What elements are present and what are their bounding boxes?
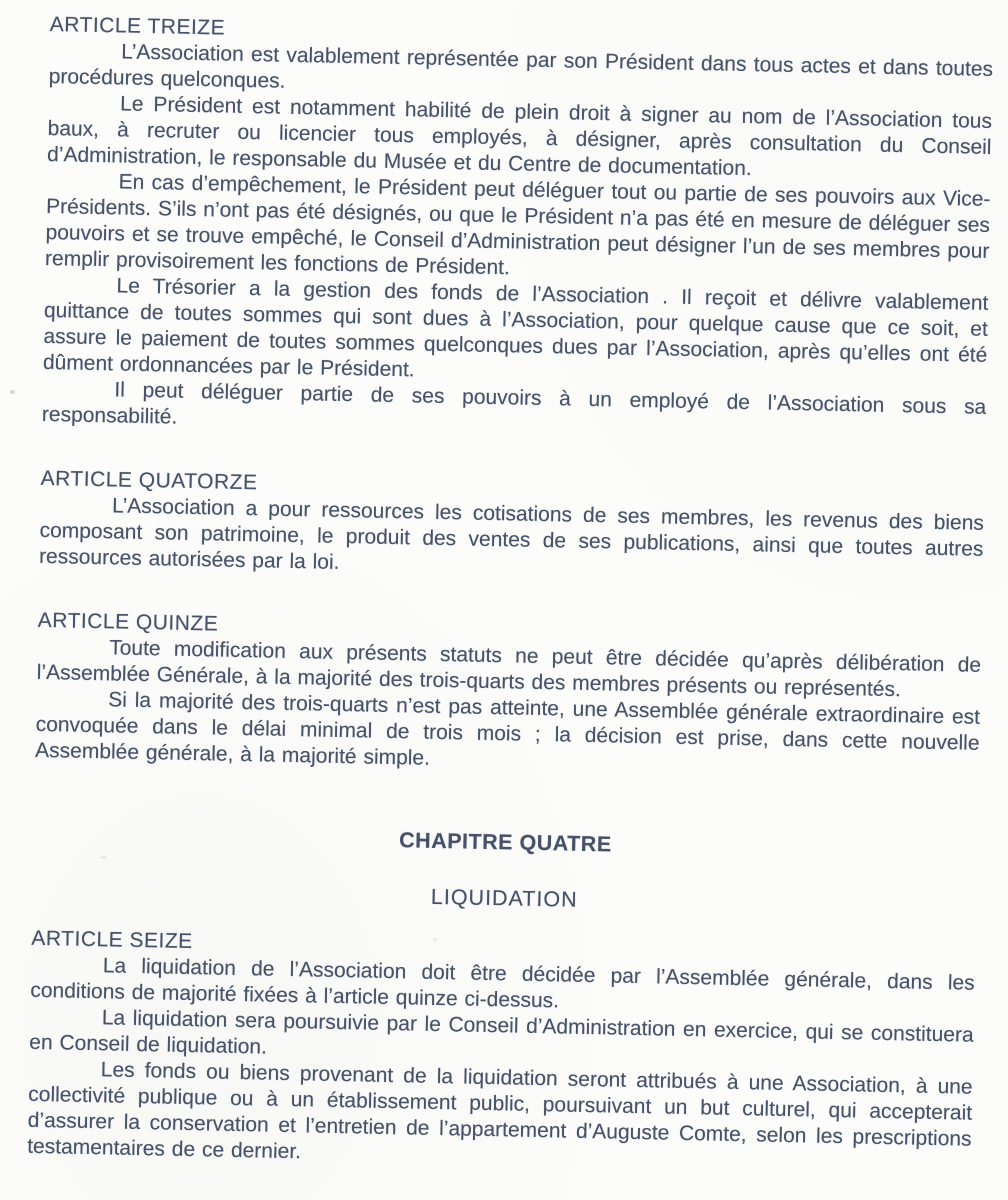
- chapter-title: CHAPITRE QUATRE: [398, 828, 612, 857]
- paragraph: L’Association est valablement représentée par son Président dans tous actes et dans toutes procédures quelconques.: [48, 40, 994, 93]
- paragraph: Le Trésorier a la gestion des fonds de l’Association . Il reçoit et délivre valablement quittance de toutes sommes qui sont dues à l’Association, pour quelque cause que ce soit, et assure le paiement de toutes sommes quelconques dues par l’Association, après qu’elles ont été dûment ordonnancées par le Président.: [42, 274, 989, 382]
- paragraph: Le Président est notamment habilité de plein droit à signer au nom de l’Association tous baux, à recruter ou licencier tous employés, à désigner, après consultation du Conseil d’Administration, le responsable du Musée et du Centre de documentation.: [46, 92, 993, 181]
- article-quinze-section: [35, 608, 982, 783]
- paragraph: Toute modification aux présents statuts ne peut être décidée qu’après délibération de l’Assemblée Générale, à la majorité des trois-quarts des membres présents ou représentés.: [36, 636, 982, 702]
- article-seize-section: [27, 926, 976, 1179]
- paragraph: Il peut déléguer partie de ses pouvoirs à un employé de l’Association sous sa responsabilité.: [41, 378, 987, 429]
- paragraph: La liquidation de l’Association doit être décidée par l’Assemblée générale, dans les conditions de majorité fixées à l’article quinze ci-dessus.: [30, 954, 975, 1013]
- chapter-block: [32, 820, 977, 921]
- chapter-subtitle: LIQUIDATION: [430, 884, 578, 912]
- paragraph: La liquidation sera poursuivie par le Conseil d’Administration en exercice, qui se constituera en Conseil de liquidation.: [29, 1006, 974, 1059]
- article-quatorze-section: [39, 466, 985, 589]
- scan-artifact-speck: [10, 390, 15, 394]
- article-heading: ARTICLE QUATORZE: [40, 466, 258, 495]
- article-heading: ARTICLE QUINZE: [37, 608, 219, 636]
- paragraph: Si la majorité des trois-quarts n’est pas atteinte, une Assemblée générale extraordinaire est convoquée dans le délai minimal de trois mois ; la décision est prise, dans cette nouvelle Assemblée générale, à la majorité simple.: [34, 688, 981, 770]
- article-treize-section: [42, 12, 994, 447]
- paragraph: En cas d’empêchement, le Président peut déléguer tout ou partie de ses pouvoirs aux Vice-Présidents. S’ils n’ont pas été désignés, ou que le Président n’a pas été en mesure de déléguer ses pouvoirs et se trouve empêché, le Conseil d’Administration peut désigner l’un de ses membres pour remplir provisoirement les fonctions de Président.: [44, 170, 991, 280]
- article-heading: ARTICLE SEIZE: [31, 926, 193, 954]
- article-heading: ARTICLE TREIZE: [49, 12, 226, 40]
- document-content: [27, 12, 994, 1179]
- paragraph: Les fonds ou biens provenant de la liquidation seront attribués à une Association, à une collectivité publique ou à un établissement public, poursuivant un but culturel, qui accepterait d’assurer la conservation et l’entretien de l’appartement d’Auguste Comte, selon les prescriptions testamentaires de ce dernier.: [26, 1058, 973, 1164]
- paragraph: L’Association a pour ressources les cotisations de ses membres, les revenus des biens composant son patrimoine, le produit des ventes de ses publications, ainsi que toutes autres ressources autorisées par la loi.: [38, 494, 985, 574]
